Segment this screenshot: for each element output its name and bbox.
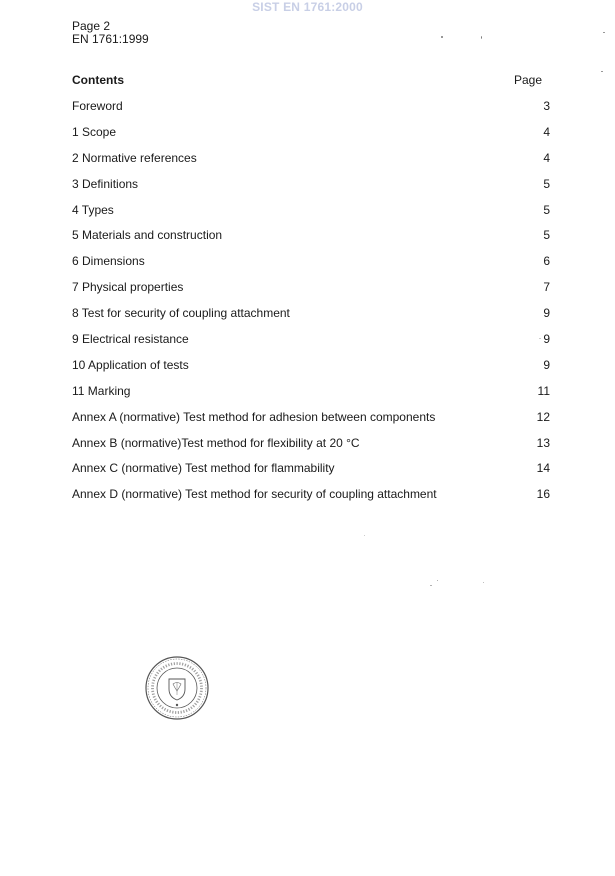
- toc-entry-electrical-resistance: [72, 332, 550, 358]
- table-of-contents: [72, 99, 550, 513]
- toc-entry-annex-c: [72, 461, 550, 487]
- toc-entry-page: 4: [543, 124, 550, 139]
- toc-entry-page: 16: [536, 487, 550, 502]
- toc-entry-normative-references: [72, 151, 550, 177]
- toc-entry-page: 7: [543, 280, 550, 295]
- toc-entry-page: 9: [543, 332, 550, 347]
- scan-speck: [437, 580, 438, 581]
- scan-speck: [441, 36, 443, 38]
- page-number-label: Page 2: [72, 19, 111, 33]
- toc-entry-foreword: [72, 99, 550, 125]
- contents-title: Contents: [72, 73, 124, 87]
- standard-number: EN 1761:1999: [72, 32, 149, 46]
- watermark-text: SIST EN 1761:2000: [252, 0, 363, 14]
- scan-speck: [481, 36, 482, 39]
- toc-entry-materials: [72, 228, 550, 254]
- toc-entry-page: 13: [536, 435, 550, 450]
- seal-stamp-icon: [144, 655, 210, 721]
- scan-speck: [483, 582, 484, 583]
- toc-entry-page: 3: [543, 99, 550, 113]
- toc-entry-marking: [72, 384, 550, 410]
- toc-entry-annex-a: [72, 410, 550, 436]
- toc-entry-definitions: [72, 177, 550, 203]
- contents-heading-row: [72, 73, 552, 89]
- toc-entry-title: 8 Test for security of coupling attachment: [72, 306, 290, 321]
- toc-entry-page: 14: [536, 461, 550, 476]
- toc-entry-page: 11: [537, 383, 550, 398]
- toc-entry-title: Foreword: [72, 99, 123, 113]
- toc-entry-title: 3 Definitions: [72, 176, 139, 191]
- toc-entry-physical-properties: [72, 280, 550, 306]
- toc-entry-title: Annex B (normative)Test method for flexibility at 20 °C: [72, 435, 360, 450]
- scan-speck: [601, 71, 603, 72]
- toc-entry-title: 1 Scope: [72, 124, 117, 139]
- toc-entry-page: 12: [536, 409, 550, 424]
- toc-entry-types: [72, 203, 550, 229]
- page-header: [72, 20, 149, 46]
- toc-entry-title: 4 Types: [72, 202, 114, 217]
- toc-entry-dimensions: [72, 254, 550, 280]
- toc-entry-application-of-tests: [72, 358, 550, 384]
- toc-entry-page: 9: [543, 306, 550, 321]
- toc-entry-page: 5: [543, 202, 550, 217]
- toc-entry-page: 5: [543, 176, 550, 191]
- toc-entry-title: Annex D (normative) Test method for security of coupling attachment: [72, 487, 437, 502]
- toc-entry-page: 9: [543, 357, 550, 372]
- toc-entry-page: 6: [543, 254, 550, 269]
- toc-entry-title: 11 Marking: [72, 383, 131, 398]
- toc-entry-scope: [72, 125, 550, 151]
- toc-entry-title: 10 Application of tests: [72, 357, 189, 372]
- toc-entry-title: 7 Physical properties: [72, 280, 184, 295]
- toc-entry-title: 6 Dimensions: [72, 254, 145, 269]
- toc-entry-coupling-security: [72, 306, 550, 332]
- toc-entry-page: 4: [543, 150, 550, 165]
- scan-speck: [539, 338, 541, 339]
- toc-entry-title: Annex A (normative) Test method for adhesion between components: [72, 409, 436, 424]
- toc-entry-title: 2 Normative references: [72, 150, 197, 165]
- scan-speck: [364, 535, 365, 536]
- scan-speck: [603, 32, 605, 33]
- toc-entry-annex-d: [72, 487, 550, 513]
- toc-entry-title: 5 Materials and construction: [72, 228, 223, 243]
- page-column-label: Page: [513, 73, 542, 87]
- scan-speck: [430, 585, 432, 586]
- toc-entry-annex-b: [72, 436, 550, 462]
- toc-entry-title: 9 Electrical resistance: [72, 332, 189, 347]
- toc-entry-page: 5: [543, 228, 550, 243]
- toc-entry-title: Annex C (normative) Test method for flammability: [72, 461, 335, 476]
